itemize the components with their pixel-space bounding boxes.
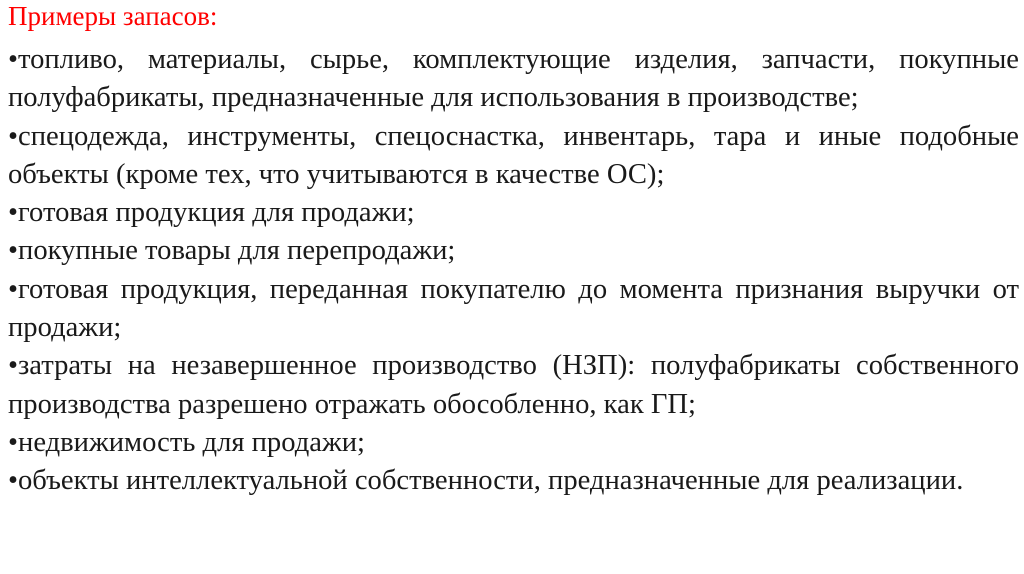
list-item-work-in-progress: •затраты на незавершенное производство (НЗП): полуфабрикаты собственного производства разрешено отражать обособленно, как ГП; (8, 350, 1019, 420)
list-item-real-estate: •недвижимость для продажи; (8, 426, 365, 458)
list-item-workwear-tools: •спецодежда, инструменты, спецоснастка, инвентарь, тара и иные подобные объекты (кроме тех, что учитываются в качестве ОС); (8, 120, 1019, 190)
slide-title: Примеры запасов: (8, 1, 218, 31)
list-item-fuel-materials: •топливо, материалы, сырье, комплектующие изделия, запчасти, покупные полуфабрикаты, предназначенные для использования в производстве; (8, 44, 1019, 114)
list-item-purchased-goods: •покупные товары для перепродажи; (8, 235, 456, 267)
slide-body (8, 41, 1019, 501)
list-item-intellectual-property: •объекты интеллектуальной собственности, предназначенные для реализации. (8, 465, 964, 497)
list-item-shipped-goods: •готовая продукция, переданная покупателю до момента признания выручки от продажи; (8, 273, 1019, 344)
list-item-finished-goods: •готовая продукция для продажи; (8, 197, 415, 229)
